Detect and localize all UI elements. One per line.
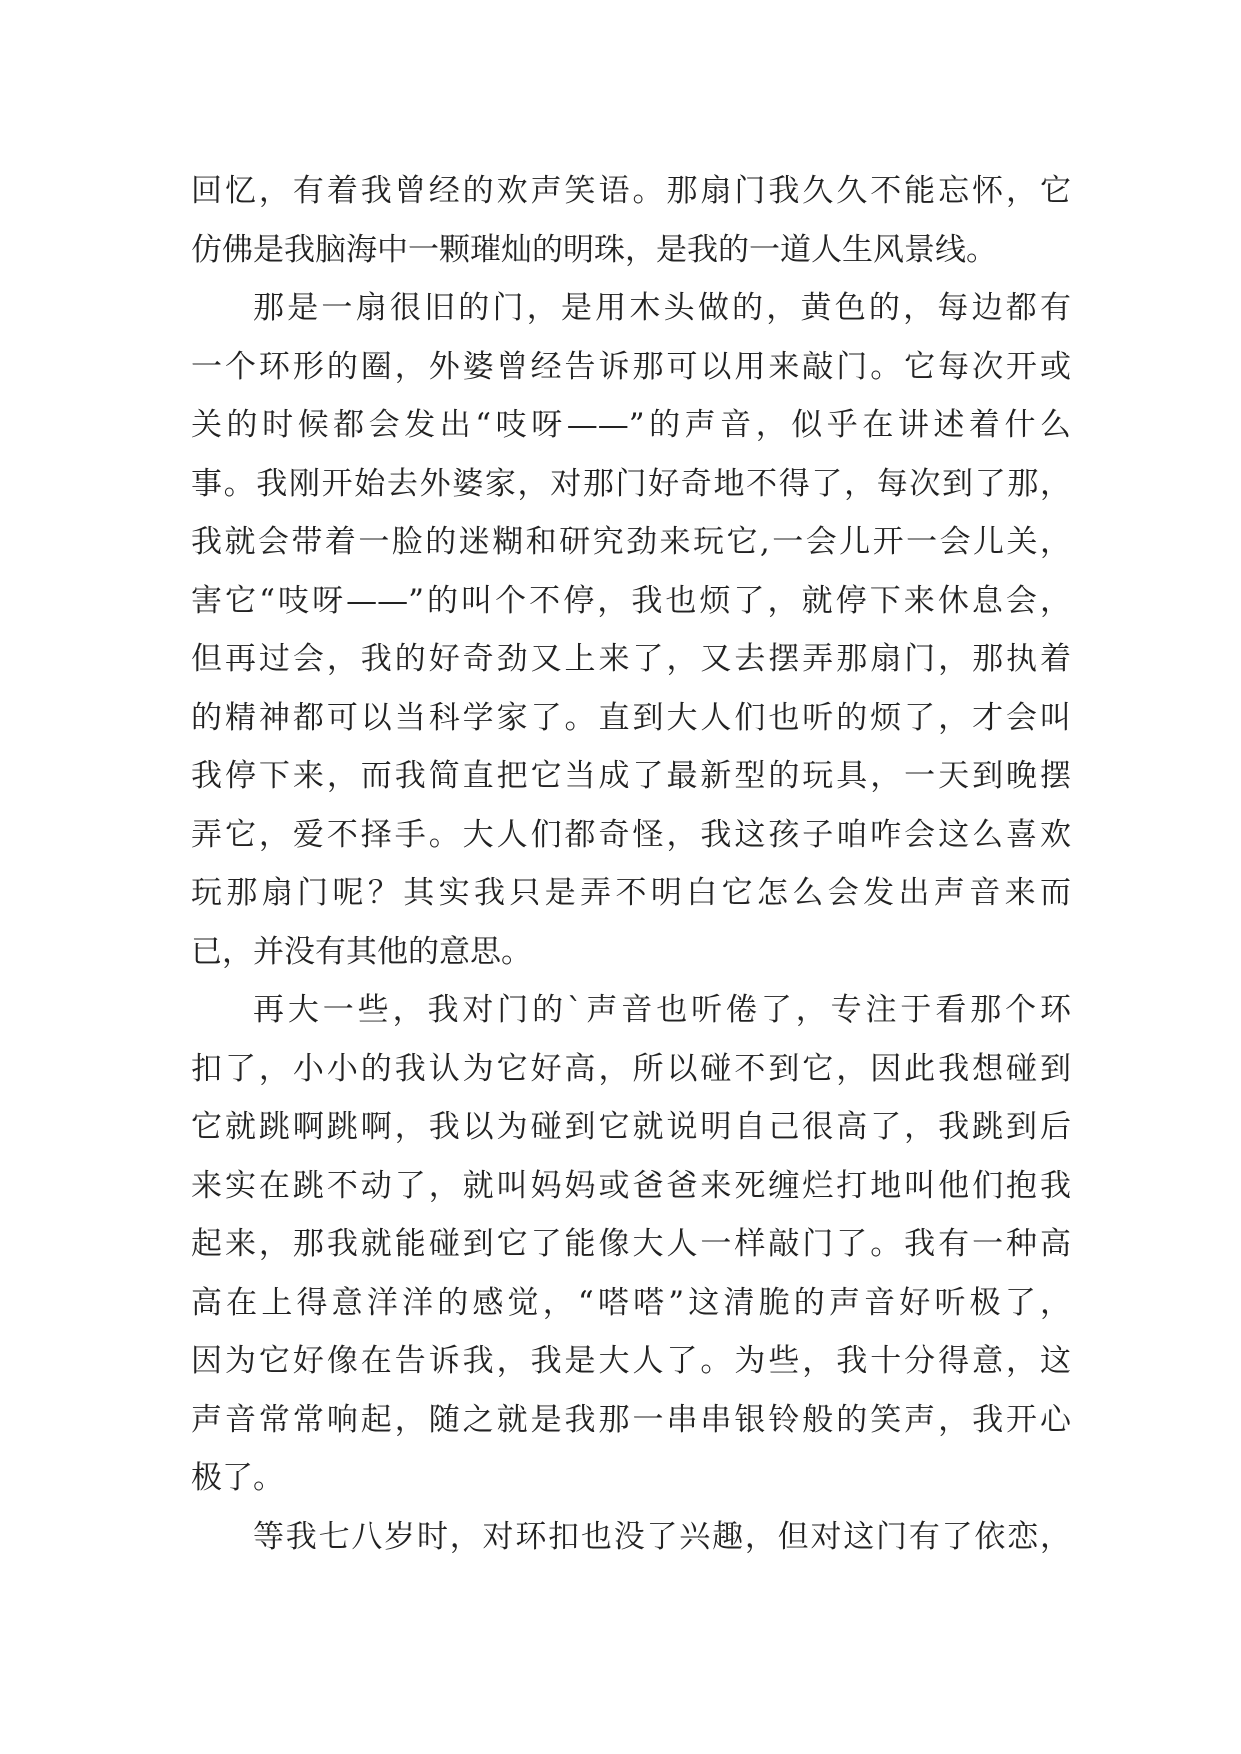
text-line: 但再过会，我的好奇劲又上来了，又去摆弄那扇门，那执着 (191, 641, 1071, 677)
text-line: 来实在跳不动了，就叫妈妈或爸爸来死缠烂打地叫他们抱我 (191, 1167, 1071, 1204)
text-line: 极了。 (191, 1460, 284, 1496)
text-line: 回忆，有着我曾经的欢声笑语。那扇门我久久不能忘怀，它 (191, 173, 1071, 209)
text-line: 害它“吱呀——”的叫个不停，我也烦了，就停下来休息会， (191, 582, 1071, 619)
text-line: 再大一些，我对门的`声音也听倦了，专注于看那个环 (253, 992, 1071, 1028)
body-text (191, 162, 1071, 1566)
text-line: 它就跳啊跳啊，我以为碰到它就说明自己很高了，我跳到后 (191, 1109, 1071, 1145)
text-line: 高在上得意洋洋的感觉，“嗒嗒”这清脆的声音好听极了， (191, 1284, 1071, 1321)
text-line: 仿佛是我脑海中一颗璀灿的明珠，是我的一道人生风景线。 (191, 231, 997, 268)
text-line: 声音常常响起，随之就是我那一串串银铃般的笑声，我开心 (191, 1401, 1071, 1438)
text-line: 关的时候都会发出“吱呀——”的声音，似乎在讲述着什么 (191, 407, 1071, 443)
text-line: 一个环形的圈，外婆曾经告诉那可以用来敲门。它每次开或 (191, 348, 1071, 385)
text-line: 事。我刚开始去外婆家，对那门好奇地不得了，每次到了那， (191, 465, 1071, 502)
text-line: 玩那扇门呢？其实我只是弄不明白它怎么会发出声音来而 (191, 875, 1071, 911)
text-line: 的精神都可以当科学家了。直到大人们也听的烦了，才会叫 (191, 699, 1071, 736)
text-line: 那是一扇很旧的门，是用木头做的，黄色的，每边都有 (253, 290, 1071, 326)
text-line: 因为它好像在告诉我，我是大人了。为些，我十分得意，这 (191, 1343, 1071, 1379)
text-line: 我停下来，而我简直把它当成了最新型的玩具，一天到晚摆 (191, 758, 1071, 794)
text-line: 我就会带着一脸的迷糊和研究劲来玩它,一会儿开一会儿关， (191, 524, 1071, 560)
text-line: 起来，那我就能碰到它了能像大人一样敲门了。我有一种高 (191, 1226, 1071, 1262)
text-line: 已，并没有其他的意思。 (191, 933, 532, 970)
text-line: 弄它，爱不择手。大人们都奇怪，我这孩子咱咋会这么喜欢 (191, 816, 1071, 853)
text-line: 扣了，小小的我认为它好高，所以碰不到它，因此我想碰到 (191, 1050, 1071, 1087)
text-line: 等我七八岁时，对环扣也没了兴趣，但对这门有了依恋， (253, 1518, 1071, 1555)
